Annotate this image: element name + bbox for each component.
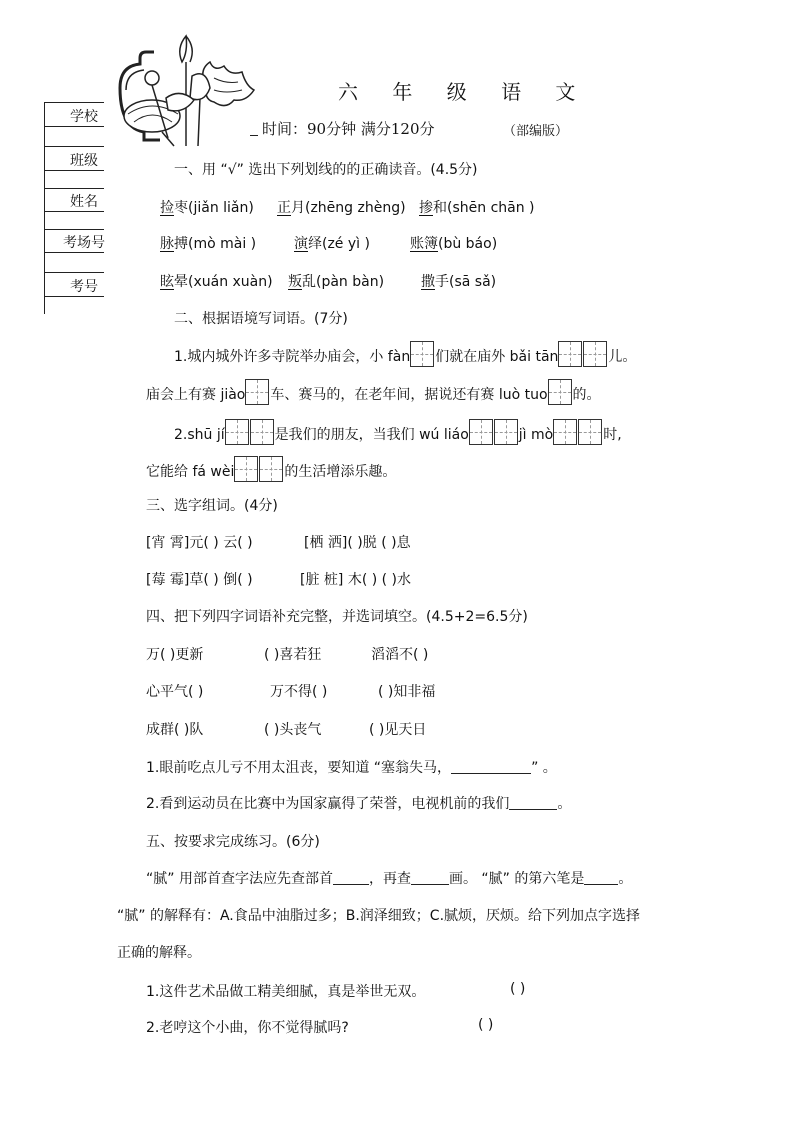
choose-char-item: [宵 霄]元( ) 云( ) [146,535,253,551]
choose-char-item: [莓 霉]草( ) 倒( ) [146,572,253,588]
school-label: 学校 [70,109,98,125]
name-label: 姓名 [70,194,98,210]
pinyin-item: 演绎(zé yì ) [294,236,370,252]
context-line: 1.城内城外许多寺院举办庙会，小 fàn 们就在庙外 bǎi tān 儿。 [174,341,636,367]
answer-box[interactable] [494,419,518,445]
answer-blank[interactable] [411,872,449,885]
page-title: 六 年 级 语 文 [338,80,590,104]
section-1-heading: 一、用 “√” 选出下列划线的的正确读音。(4.5分) [174,162,478,178]
definition-text: “腻” 的解释有：A.食品中油脂过多；B.润泽细致；C.腻烦，厌烦。给下列加点字选择 [117,908,641,924]
answer-parentheses[interactable]: ( ) [510,981,526,997]
edition-label: （部编版） [503,124,569,139]
fill-question: 1.眼前吃点儿亏不用太沮丧，要知道 “塞翁失马， ” 。 [146,760,557,776]
side-rule [44,211,104,212]
answer-box[interactable] [469,419,493,445]
answer-box[interactable] [548,379,572,405]
choice-question: 1.这件艺术品做工精美细腻，真是举世无双。 [146,984,426,1000]
answer-blank[interactable] [451,761,531,774]
idiom-item: 万不得( ) [270,684,328,700]
idiom-item: 心平气( ) [146,684,204,700]
definition-text: 正确的解释。 [117,945,201,961]
side-rule [44,272,104,273]
side-rule [44,146,104,147]
pinyin-item: 叛乱(pàn bàn) [288,274,385,290]
section-4-heading: 四、把下列四字词语补充完整，并选词填空。(4.5+2=6.5分) [146,609,528,625]
choose-char-item: [脏 桩] 木( ) ( )水 [300,572,412,588]
side-rule [44,170,104,171]
side-rule [44,296,104,297]
lotus-decoration-icon [114,28,264,148]
answer-box[interactable] [410,341,434,367]
idiom-item: ( )喜若狂 [264,647,322,663]
answer-blank[interactable] [509,797,557,810]
context-line: 它能给 fá wèi 的生活增添乐趣。 [146,456,396,482]
side-rule [44,252,104,253]
answer-box[interactable] [259,456,283,482]
answer-box[interactable] [558,341,582,367]
idiom-item: ( )知非福 [378,684,436,700]
exam-room-label: 考场号 [63,235,105,251]
answer-box[interactable] [250,419,274,445]
idiom-item: ( )见天日 [369,722,427,738]
section-5-heading: 五、按要求完成练习。(6分) [146,834,320,850]
answer-box[interactable] [225,419,249,445]
fill-question: 2.看到运动员在比赛中为国家赢得了荣誉，电视机前的我们 。 [146,796,572,812]
section-2-heading: 二、根据语境写词语。(7分) [174,311,348,327]
answer-box[interactable] [578,419,602,445]
pinyin-item: 掺和(shēn chān ) [419,200,535,216]
dictionary-question: “腻” 用部首查字法应先查部首 ，再查 画。 “腻” 的第六笔是 。 [146,871,633,887]
idiom-item: 成群( )队 [146,722,204,738]
pinyin-item: 账簿(bù báo) [410,236,498,252]
answer-blank[interactable] [584,872,618,885]
class-label: 班级 [70,153,98,169]
answer-box[interactable] [583,341,607,367]
idiom-item: 滔滔不( ) [371,647,429,663]
pinyin-item: 正月(zhēng zhèng) [277,200,406,216]
answer-box[interactable] [245,379,269,405]
answer-parentheses[interactable]: ( ) [478,1017,494,1033]
context-line: 2.shū jí 是我们的朋友，当我们 wú liáo jì mò 时, [174,419,622,445]
side-rule [44,229,104,230]
pinyin-item: 脉搏(mò mài ) [160,236,257,252]
answer-blank[interactable] [333,872,369,885]
idiom-item: ( )头丧气 [264,722,322,738]
pinyin-item: 撒手(sā sǎ) [421,274,497,290]
pinyin-item: 眩晕(xuán xuàn) [160,274,273,290]
context-line: 庙会上有赛 jiào 车、赛马的，在老年间，据说还有赛 luò tuo 的。 [146,379,601,405]
exam-time-score: 时间：90分钟 满分120分 [262,120,435,138]
answer-box[interactable] [234,456,258,482]
side-rule [44,102,104,103]
section-3-heading: 三、选字组词。(4分) [146,498,278,514]
choose-char-item: [栖 洒]( )脱 ( )息 [304,535,411,551]
exam-number-label: 考号 [70,279,98,295]
side-rule [44,126,104,127]
title-rule [250,135,258,136]
pinyin-item: 捡枣(jiǎn liǎn) [160,200,254,216]
choice-question: 2.老哼这个小曲，你不觉得腻吗? [146,1020,349,1036]
side-rule [44,188,104,189]
answer-box[interactable] [553,419,577,445]
idiom-item: 万( )更新 [146,647,204,663]
